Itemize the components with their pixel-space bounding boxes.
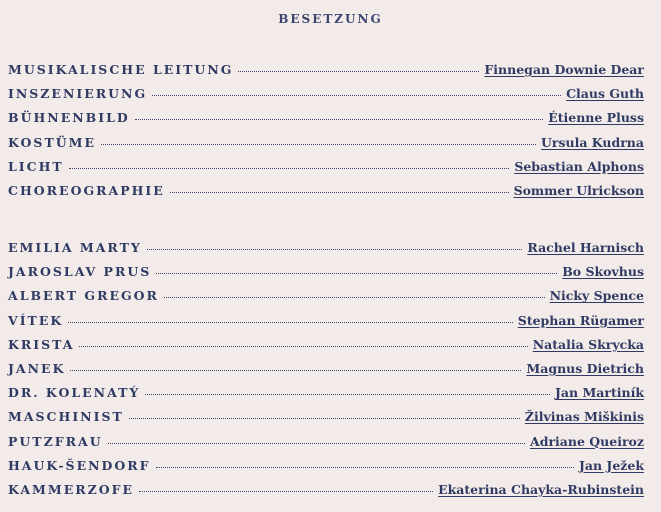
dot-leader — [156, 466, 574, 468]
person-link[interactable]: Ursula Kudrna — [540, 134, 644, 150]
role-label: VÍTEK — [8, 312, 64, 328]
production-team-list — [8, 60, 644, 205]
dot-leader — [68, 321, 513, 323]
person-link[interactable]: Rachel Harnisch — [527, 240, 644, 255]
role-label: CHOREOGRAPHIE — [8, 182, 165, 198]
role-label: BÜHNENBILD — [8, 110, 130, 126]
person-link[interactable]: Adriane Queiroz — [530, 433, 644, 449]
role-label: ALBERT GREGOR — [8, 288, 159, 304]
dot-leader — [129, 417, 520, 419]
dot-leader — [164, 296, 545, 298]
list-item — [8, 262, 644, 286]
dot-leader — [238, 70, 479, 72]
person-link[interactable]: Sebastian Alphons — [514, 158, 644, 174]
role-label: KAMMERZOFE — [8, 481, 135, 497]
dot-leader — [79, 345, 527, 347]
list-item — [8, 133, 644, 157]
dot-leader — [135, 118, 544, 120]
role-label: PUTZFRAU — [8, 433, 103, 449]
list-item — [8, 407, 644, 431]
list-item — [8, 480, 644, 504]
person-link[interactable]: Jan Ježek — [578, 457, 644, 473]
page-title: BESETZUNG — [278, 12, 383, 26]
list-item — [8, 108, 644, 132]
list-item — [8, 60, 644, 84]
list-item — [8, 456, 644, 480]
dot-leader — [145, 393, 550, 395]
dot-leader — [139, 490, 433, 492]
person-link[interactable]: Claus Guth — [566, 86, 644, 102]
role-label: LICHT — [8, 158, 64, 174]
dot-leader — [170, 191, 509, 193]
dot-leader — [152, 94, 561, 96]
dot-leader — [156, 272, 557, 274]
person-link[interactable]: Étienne Pluss — [548, 110, 644, 126]
list-item — [8, 383, 644, 407]
list-item — [8, 238, 644, 262]
dot-leader — [101, 143, 536, 145]
dot-leader — [147, 248, 523, 250]
person-link[interactable]: Bo Skovhus — [562, 264, 644, 280]
role-label: JANEK — [8, 360, 66, 376]
cast-list — [8, 238, 644, 504]
person-link[interactable]: Ekaterina Chayka-Rubinstein — [438, 481, 644, 497]
role-label: DR. KOLENATÝ — [8, 385, 141, 401]
person-link[interactable]: Sommer Ulrickson — [513, 182, 644, 198]
role-label: KOSTÜME — [8, 134, 97, 150]
list-item — [8, 432, 644, 456]
person-link[interactable]: Stephan Rügamer — [517, 312, 644, 328]
person-link[interactable]: Finnegan Downie Dear — [484, 62, 644, 77]
role-label: KRISTA — [8, 336, 75, 352]
role-label: JAROSLAV PRUS — [8, 264, 152, 280]
list-item — [8, 286, 644, 310]
role-label: MASCHINIST — [8, 409, 124, 425]
role-label: HAUK-ŠENDORF — [8, 457, 151, 473]
dot-leader — [108, 442, 525, 444]
person-link[interactable]: Žilvinas Miškinis — [524, 409, 644, 425]
dot-leader — [69, 167, 510, 169]
person-link[interactable]: Jan Martiník — [555, 385, 644, 401]
list-item — [8, 335, 644, 359]
list-item — [8, 157, 644, 181]
list-item — [8, 84, 644, 108]
person-link[interactable]: Natalia Skrycka — [532, 336, 644, 352]
dot-leader — [70, 369, 521, 371]
person-link[interactable]: Nicky Spence — [549, 288, 644, 304]
list-item — [8, 181, 644, 205]
role-label: INSZENIERUNG — [8, 86, 148, 102]
role-label: EMILIA MARTY — [8, 240, 142, 255]
list-item — [8, 359, 644, 383]
role-label: MUSIKALISCHE LEITUNG — [8, 62, 234, 77]
list-item — [8, 311, 644, 335]
person-link[interactable]: Magnus Dietrich — [526, 360, 644, 376]
